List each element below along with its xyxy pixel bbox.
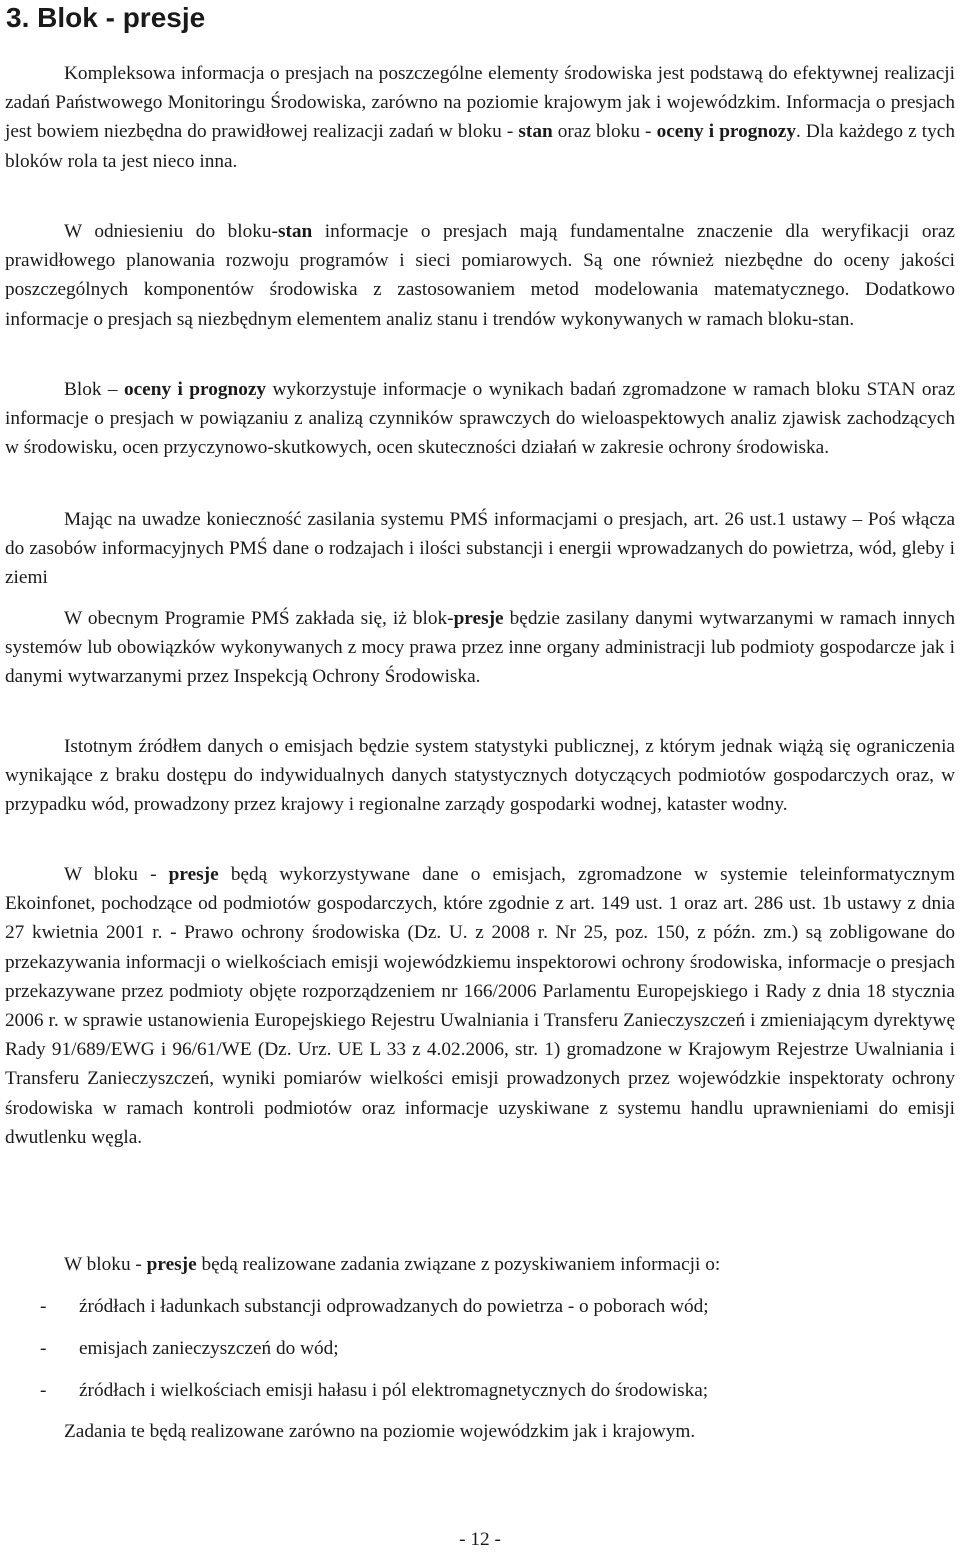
- bold-term: oceny i prognozy: [656, 121, 796, 143]
- paragraph-3: Blok – oceny i prognozy wykorzystuje informacje o wynikach badań zgromadzone w ramach bloku STAN oraz informacje o presjach w powiązaniu z analizą czynników sprawczych do wieloaspektowych analiz zjawisk zachodzących w środowisku, ocen przyczynowo-skutkowych, ocen skuteczności działań w zakresie ochrony środowiska.: [5, 379, 955, 459]
- closing-sentence: Zadania te będą realizowane zarówno na poziomie wojewódzkim jak i krajowym.: [64, 1421, 696, 1442]
- bold-term: presje: [453, 608, 504, 629]
- bold-term: presje: [168, 864, 219, 885]
- paragraph-5: W obecnym Programie PMŚ zakłada się, iż blok-presje będzie zasilany danymi wytwarzanymi w ramach innych systemów lub obowiązków wykonywanych z mocy prawa przez inne organy administracji lub podmioty gospodarcze jak i danymi wytwarzanymi przez Inspekcją Ochrony Środowiska.: [5, 608, 955, 688]
- bold-term: stan: [277, 221, 313, 242]
- list-item-text: źródłach i wielkościach emisji hałasu i pól elektromagnetycznych do środowiska;: [79, 1380, 709, 1401]
- page-number: - 12 -: [459, 1529, 501, 1550]
- bold-term: stan: [518, 121, 553, 143]
- paragraph-7: W bloku - presje będą wykorzystywane dane o emisjach, zgromadzone w systemie teleinformatycznym Ekoinfonet, pochodzące od podmiotów gospodarczych, które zgodnie z art. 149 ust. 1 oraz art. 286 ust. 1b ustawy z dnia 27 kwietnia 2001 r. - Prawo ochrony środowiska (Dz. U. z 2008 r. Nr 25, poz. 150, z późn. zm.) są zobligowane do przekazywania informacji o wielkościach emisji wojewódzkiemu inspektorowi ochrony środowiska, informacje o presjach przekazywane przez podmioty objęte rozporządzeniem nr 166/2006 Parlamentu Europejskiego i Rady z dnia 18 stycznia 2006 r. w sprawie ustanowienia Europejskiego Rejestru Uwalniania i Transferu Zanieczyszczeń i zmieniającym dyrektywę Rady 91/689/EWG i 96/61/WE (Dz. Urz. UE L 33 z 4.02.2006, str. 1) gromadzone w Krajowym Rejestrze Uwalniania i Transferu Zanieczyszczeń, wyniki pomiarów wielkości emisji prowadzonych przez wojewódzkie inspektoraty ochrony środowiska w ramach kontroli podmiotów oraz informacje uzyskiwane z systemu handlu uprawnieniami do emisji dwutlenku węgla.: [5, 864, 956, 1148]
- paragraph-8: W bloku - presje będą realizowane zadania związane z pozyskiwaniem informacji o:: [64, 1254, 721, 1275]
- bold-term: presje: [146, 1254, 197, 1275]
- paragraph-6: Istotnym źródłem danych o emisjach będzie system statystyki publicznej, z którym jednak wiążą się ograniczenia wynikające z braku dostępu do indywidualnych danych statystycznych dotyczących podmiotów gospodarczych oraz, w przypadku wód, prowadzony przez krajowy i regionalne zarządy gospodarki wodnej, kataster wodny.: [5, 736, 955, 816]
- list-item-text: emisjach zanieczyszczeń do wód;: [79, 1338, 339, 1359]
- list-dash: -: [40, 1296, 47, 1317]
- list-item-text: źródłach i ładunkach substancji odprowadzanych do powietrza - o poborach wód;: [79, 1296, 709, 1317]
- list-dash: -: [40, 1380, 47, 1401]
- list-dash: -: [40, 1338, 47, 1359]
- bold-term: oceny i prognozy: [123, 379, 267, 400]
- paragraph-2: W odniesieniu do bloku-stan informacje o presjach mają fundamentalne znaczenie dla weryfikacji oraz prawidłowego planowania rozwoju programów i sieci pomiarowych. Są one również niezbędne do oceny jakości poszczególnych komponentów środowiska z zastosowaniem metod modelowania matematycznego. Dodatkowo informacje o presjach są niezbędnym elementem analiz stanu i trendów wykonywanych w ramach bloku-stan.: [5, 221, 955, 330]
- section-heading: 3. Blok - presje: [6, 2, 206, 33]
- paragraph-4: Mając na uwadze konieczność zasilania systemu PMŚ informacjami o presjach, art. 26 ust.1 ustawy – Poś włącza do zasobów informacyjnych PMŚ dane o rodzajach i ilości substancji i energii wprowadzanych do powietrza, wód, gleby i ziemi: [5, 509, 955, 589]
- paragraph-1: Kompleksowa informacja o presjach na poszczególne elementy środowiska jest podstawą do efektywnej realizacji zadań Państwowego Monitoringu Środowiska, zarówno na poziomie krajowym jak i wojewódzkim. Informacja o presjach jest bowiem niezbędna do prawidłowej realizacji zadań w bloku - stan oraz bloku - oceny i prognozy. Dla każdego z tych bloków rola ta jest nieco inna.: [5, 63, 955, 172]
